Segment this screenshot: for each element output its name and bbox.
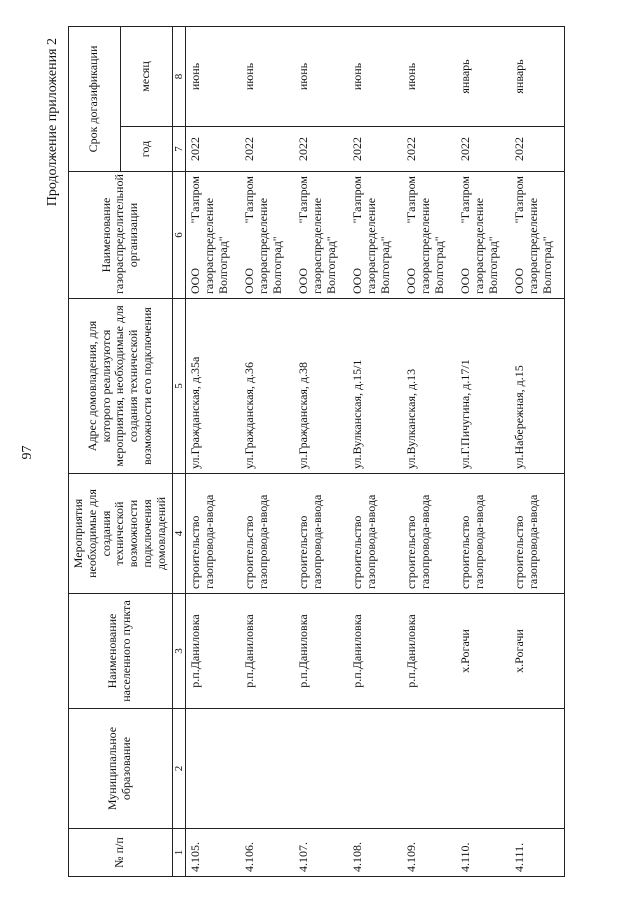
row-month: июнь bbox=[348, 26, 402, 126]
row-address: ул.Гражданская, д.36 bbox=[240, 299, 294, 474]
row-measure: строительство газопровода-ввода bbox=[348, 474, 402, 594]
row-settlement: х.Рогачи bbox=[510, 594, 565, 709]
row-measure: строительство газопровода-ввода bbox=[186, 474, 241, 594]
row-settlement: р.п.Даниловка bbox=[294, 594, 348, 709]
column-number: 1 bbox=[172, 829, 186, 877]
row-gas-org: ООО "Газпром газораспределение Волгоград" bbox=[186, 172, 241, 299]
row-month: июнь bbox=[240, 26, 294, 126]
column-number: 8 bbox=[172, 26, 186, 126]
column-number: 6 bbox=[172, 172, 186, 299]
row-measure: строительство газопровода-ввода bbox=[240, 474, 294, 594]
row-settlement: р.п.Даниловка bbox=[240, 594, 294, 709]
table-row bbox=[510, 26, 565, 876]
row-number: 4.110. bbox=[456, 829, 510, 877]
column-number: 4 bbox=[172, 474, 186, 594]
row-settlement: р.п.Даниловка bbox=[348, 594, 402, 709]
row-measure: строительство газопровода-ввода bbox=[510, 474, 565, 594]
row-municipality bbox=[186, 709, 241, 829]
row-gas-org: ООО "Газпром газораспределение Волгоград" bbox=[402, 172, 456, 299]
row-month: июнь bbox=[402, 26, 456, 126]
header-settlement: Наименование населенного пункта bbox=[69, 594, 173, 709]
row-address: ул.Набережная, д.15 bbox=[510, 299, 565, 474]
gasification-table bbox=[68, 26, 565, 877]
row-address: ул.Г.Пичугина, д.17/1 bbox=[456, 299, 510, 474]
page-number: 97 bbox=[20, 445, 35, 460]
row-year: 2022 bbox=[348, 127, 402, 172]
table-row bbox=[186, 26, 241, 876]
table-row bbox=[294, 26, 348, 876]
row-month: январь bbox=[510, 26, 565, 126]
row-measure: строительство газопровода-ввода bbox=[402, 474, 456, 594]
row-municipality bbox=[240, 709, 294, 829]
header-address: Адрес домовладения, для которого реализуются мероприятия, необходимые для создания технической возможности его подключения bbox=[69, 299, 173, 474]
row-year: 2022 bbox=[240, 127, 294, 172]
row-year: 2022 bbox=[186, 127, 241, 172]
table-row bbox=[402, 26, 456, 876]
row-year: 2022 bbox=[510, 127, 565, 172]
row-measure: строительство газопровода-ввода bbox=[294, 474, 348, 594]
column-number: 5 bbox=[172, 299, 186, 474]
header-year: год bbox=[120, 127, 172, 172]
row-year: 2022 bbox=[456, 127, 510, 172]
row-number: 4.108. bbox=[348, 829, 402, 877]
row-number: 4.109. bbox=[402, 829, 456, 877]
row-gas-org: ООО "Газпром газораспределение Волгоград" bbox=[240, 172, 294, 299]
header-measures: Мероприятия необходимые для создания технической возможности подключения домовладений bbox=[69, 474, 173, 594]
column-number: 3 bbox=[172, 594, 186, 709]
header-deadline: Срок догазификации bbox=[69, 26, 121, 171]
header-number: № п/п bbox=[69, 829, 173, 877]
column-number: 7 bbox=[172, 127, 186, 172]
row-address: ул.Гражданская, д.35а bbox=[186, 299, 241, 474]
appendix-continuation-label: Продолжение приложения 2 bbox=[45, 38, 60, 207]
table-header bbox=[69, 26, 186, 876]
table-row bbox=[348, 26, 402, 876]
row-year: 2022 bbox=[402, 127, 456, 172]
row-settlement: р.п.Даниловка bbox=[402, 594, 456, 709]
row-gas-org: ООО "Газпром газораспределение Волгоград" bbox=[294, 172, 348, 299]
column-number: 2 bbox=[172, 709, 186, 829]
row-number: 4.111. bbox=[510, 829, 565, 877]
header-gas-org: Наименование газораспределительной организации bbox=[69, 172, 173, 299]
row-municipality bbox=[402, 709, 456, 829]
table-row bbox=[456, 26, 510, 876]
row-gas-org: ООО "Газпром газораспределение Волгоград" bbox=[510, 172, 565, 299]
row-address: ул.Вулканская, д.15/1 bbox=[348, 299, 402, 474]
row-month: январь bbox=[456, 26, 510, 126]
row-month: июнь bbox=[186, 26, 241, 126]
row-municipality bbox=[456, 709, 510, 829]
table-row bbox=[240, 26, 294, 876]
row-municipality bbox=[510, 709, 565, 829]
row-settlement: р.п.Даниловка bbox=[186, 594, 241, 709]
row-year: 2022 bbox=[294, 127, 348, 172]
row-number: 4.105. bbox=[186, 829, 241, 877]
row-gas-org: ООО "Газпром газораспределение Волгоград" bbox=[456, 172, 510, 299]
header-month: месяц bbox=[120, 26, 172, 126]
table-body bbox=[186, 26, 565, 876]
row-month: июнь bbox=[294, 26, 348, 126]
column-number-row bbox=[172, 26, 186, 876]
row-municipality bbox=[294, 709, 348, 829]
row-address: ул.Гражданская, д.38 bbox=[294, 299, 348, 474]
row-gas-org: ООО "Газпром газораспределение Волгоград" bbox=[348, 172, 402, 299]
row-address: ул.Вулканская, д.13 bbox=[402, 299, 456, 474]
row-measure: строительство газопровода-ввода bbox=[456, 474, 510, 594]
row-settlement: х.Рогачи bbox=[456, 594, 510, 709]
row-number: 4.106. bbox=[240, 829, 294, 877]
row-municipality bbox=[348, 709, 402, 829]
row-number: 4.107. bbox=[294, 829, 348, 877]
header-municipality: Муниципальное образование bbox=[69, 709, 173, 829]
